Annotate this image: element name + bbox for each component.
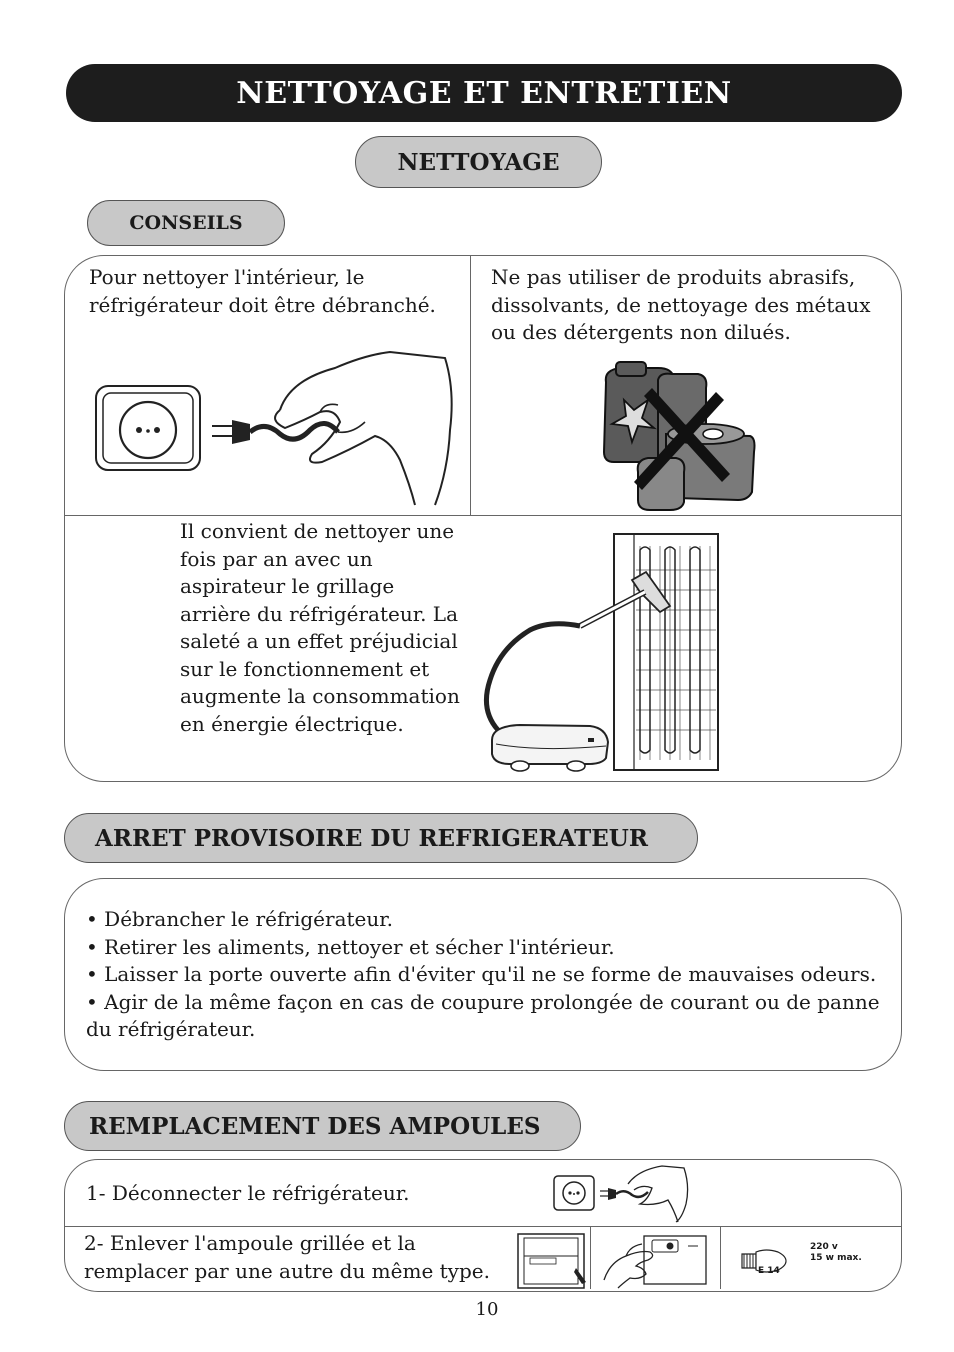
tip-unplug-text: Pour nettoyer l'intérieur, le réfrigérateur doit être débranché. <box>89 265 436 317</box>
divider-vertical <box>590 1227 591 1289</box>
bulb-socket-label: E 14 <box>758 1266 780 1276</box>
section-heading-arret: ARRET PROVISOIRE DU REFRIGERATEUR <box>64 813 698 863</box>
stop-instructions-list <box>86 906 896 1044</box>
socket-plug-hand-illustration <box>90 350 470 510</box>
small-socket-plug-hand-illustration <box>552 1162 692 1224</box>
fridge-interior-illustration <box>516 1232 590 1290</box>
bulb-step-2: 2- Enlever l'ampoule grillée et la remplacer par une autre du même type. <box>84 1231 490 1283</box>
section-heading-ampoules: REMPLACEMENT DES AMPOULES <box>64 1101 581 1151</box>
section-heading-nettoyage: NETTOYAGE <box>355 136 602 188</box>
divider-horizontal <box>65 1226 901 1227</box>
divider-vertical <box>720 1227 721 1289</box>
page-number: 10 <box>475 1299 499 1320</box>
bulb-step-1: 1- Déconnecter le réfrigérateur. <box>86 1181 410 1205</box>
list-item: • Laisser la porte ouverte afin d'éviter qu'il ne se forme de mauvaises odeurs. <box>86 962 877 986</box>
hand-removing-bulb-illustration <box>600 1232 712 1288</box>
list-item: • Débrancher le réfrigérateur. <box>86 907 393 931</box>
bulb-power-label: 15 w max. <box>810 1253 862 1263</box>
no-abrasive-products-illustration <box>598 362 758 512</box>
page-title: NETTOYAGE ET ENTRETIEN <box>66 64 902 122</box>
tip-grille-text: Il convient de nettoyer une fois par an avec un aspirateur le grillage arrière du réfrigérateur. La saleté a un effet préjudicial sur le fonctionnement et augmente la consommation en énergie électrique. <box>180 519 460 736</box>
subheading-conseils: CONSEILS <box>87 200 285 246</box>
bulb-voltage-label: 220 v <box>810 1242 838 1252</box>
vacuum-grille-illustration <box>480 530 740 775</box>
tip-products-text: Ne pas utiliser de produits abrasifs, dissolvants, de nettoyage des métaux ou des détergents non dilués. <box>491 265 871 344</box>
list-item: • Agir de la même façon en cas de coupure prolongée de courant ou de panne du réfrigérateur. <box>86 989 880 1041</box>
list-item: • Retirer les aliments, nettoyer et sécher l'intérieur. <box>86 934 615 959</box>
divider-horizontal <box>65 515 901 516</box>
divider-vertical <box>470 256 471 516</box>
